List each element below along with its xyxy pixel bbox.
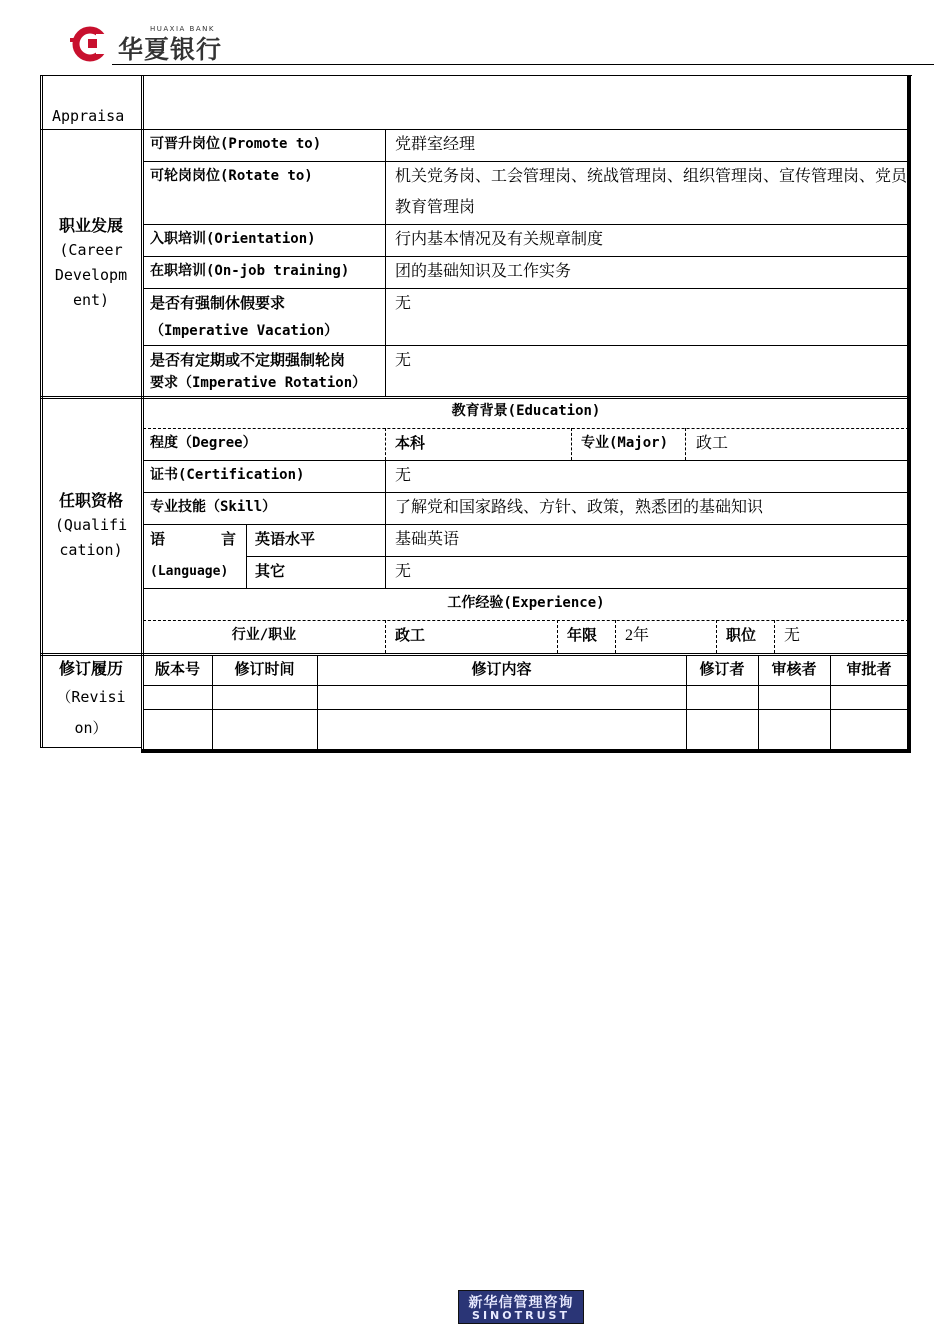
revision-section-en-2: on） <box>74 719 108 737</box>
sinotrust-logo-cn: 新华信管理咨询 <box>468 1295 574 1311</box>
orientation-label: 入职培训(Orientation) <box>150 231 316 247</box>
major-value: 政工 <box>696 435 729 452</box>
rotation-label-en: 要求（Imperative Rotation） <box>150 375 367 391</box>
position-value: 无 <box>784 627 801 644</box>
vacation-label-cn: 是否有强制休假要求 <box>150 294 286 312</box>
rotate-value-line1: 机关党务岗、工会管理岗、统战管理岗、组织管理岗、宣传管理岗、党员 <box>395 168 908 185</box>
sinotrust-logo <box>458 1290 584 1324</box>
language-label-char2: 言 <box>221 530 237 548</box>
career-section-title: 职业发展 <box>58 216 123 235</box>
qualification-section-title: 任职资格 <box>58 491 123 510</box>
degree-value: 本科 <box>395 434 426 452</box>
language-label-en: (Language) <box>150 564 229 579</box>
major-label: 专业(Major) <box>581 435 669 451</box>
sinotrust-logo-en: SINOTRUST <box>472 1309 570 1322</box>
other-language-value: 无 <box>395 563 412 580</box>
qualification-section-en-2: cation) <box>59 541 123 559</box>
skill-value: 了解党和国家路线、方针、政策，熟悉团的基础知识 <box>395 499 764 516</box>
industry-value: 政工 <box>395 626 426 644</box>
revision-col-date: 修订时间 <box>234 660 295 678</box>
revision-col-content: 修订内容 <box>471 660 532 678</box>
certification-value: 无 <box>395 467 412 484</box>
years-value: 2年 <box>625 627 650 644</box>
vacation-label-en: （Imperative Vacation） <box>150 323 339 339</box>
career-section-en-1: (Career <box>59 241 123 259</box>
header-rule <box>112 64 934 65</box>
education-header: 教育背景(Education) <box>451 403 601 419</box>
rotation-value: 无 <box>395 352 412 369</box>
revision-col-approver: 审批者 <box>846 660 892 678</box>
onjob-value: 团的基础知识及工作实务 <box>395 263 572 280</box>
bank-name-en: HUAXIA BANK <box>150 25 215 33</box>
job-description-table <box>40 75 914 755</box>
skill-label: 专业技能（Skill） <box>150 499 277 515</box>
language-label-char1: 语 <box>150 530 166 548</box>
rotate-label: 可轮岗岗位(Rotate to) <box>150 168 313 184</box>
huaxia-bank-logo-icon <box>70 24 110 62</box>
other-language-label: 其它 <box>255 562 286 580</box>
revision-col-version: 版本号 <box>154 660 200 678</box>
promote-label: 可晋升岗位(Promote to) <box>150 136 322 152</box>
position-label: 职位 <box>726 626 757 644</box>
industry-label: 行业/职业 <box>231 627 297 643</box>
degree-label: 程度（Degree） <box>150 435 257 451</box>
career-section-en-3: ent) <box>72 291 110 309</box>
qualification-section-en-1: (Qualifi <box>54 516 128 534</box>
revision-section-en-1: （Revisi <box>56 688 126 706</box>
revision-col-reviewer: 审核者 <box>771 660 817 678</box>
rotation-label-cn: 是否有定期或不定期强制轮岗 <box>150 351 346 369</box>
vacation-value: 无 <box>395 295 412 312</box>
orientation-value: 行内基本情况及有关规章制度 <box>395 231 604 248</box>
career-section-en-2: Developm <box>54 266 128 284</box>
revision-section-title: 修订履历 <box>58 659 123 678</box>
promote-value: 党群室经理 <box>395 136 476 153</box>
years-label: 年限 <box>567 626 598 644</box>
bank-name-cn: 华夏银行 <box>118 35 223 64</box>
certification-label: 证书(Certification) <box>150 467 305 483</box>
page-header <box>0 0 950 70</box>
revision-col-reviser: 修订者 <box>699 660 745 678</box>
appraisal-label: Appraisa <box>52 107 125 125</box>
english-level-value: 基础英语 <box>395 531 460 548</box>
experience-header: 工作经验(Experience) <box>447 595 605 611</box>
english-level-label: 英语水平 <box>255 530 316 548</box>
onjob-label: 在职培训(On-job training) <box>150 263 350 279</box>
rotate-value-line2: 教育管理岗 <box>395 199 476 216</box>
